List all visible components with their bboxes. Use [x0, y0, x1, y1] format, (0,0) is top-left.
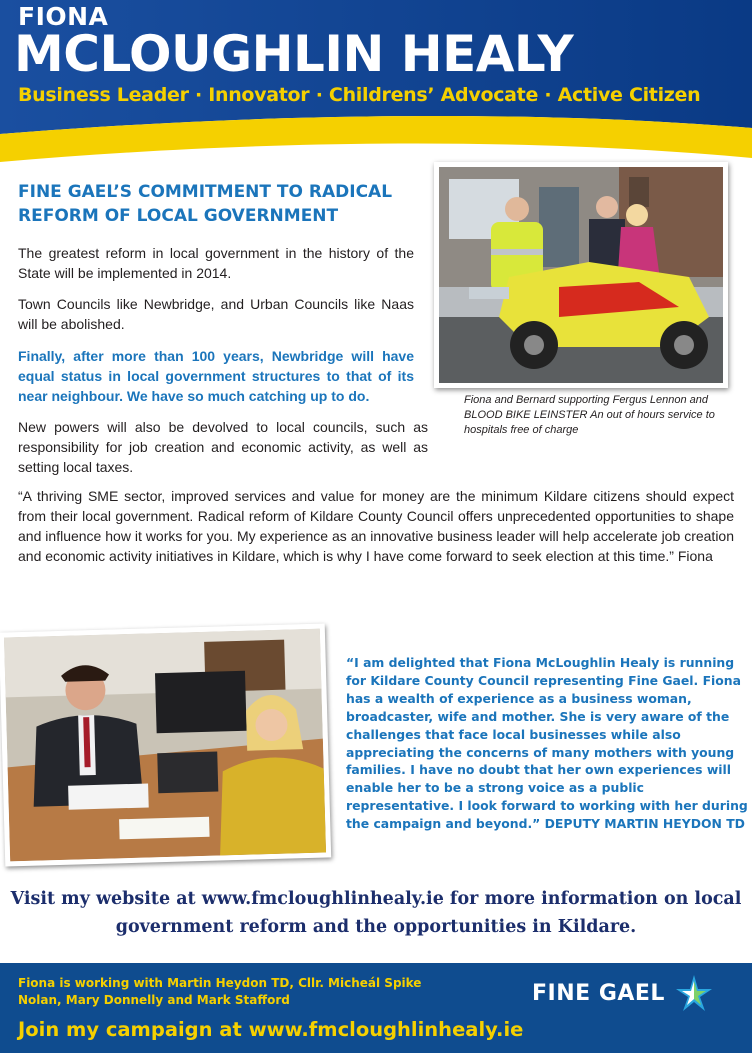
fine-gael-logo	[532, 977, 722, 1017]
photo-blood-bike	[434, 162, 728, 388]
paragraph-fiona-statement: “A thriving SME sector, improved services and value for money are the minimum Kildare citizens should expect from their local government. Radical reform of Kildare County Council offers unprecedented opportunities to shape and influence how it works for you. My experience as an innovative business leader will help accelerate job creation and economic activity initiatives in Kildare, which is why I have come forward to seek election at this time.” Fiona	[18, 488, 734, 564]
first-name: FIONA	[18, 2, 109, 31]
paragraph-abolished: Town Councils like Newbridge, and Urban Councils like Naas will be abolished.	[18, 296, 414, 332]
working-with-text: Fiona is working with Martin Heydon TD, Cllr. Micheál Spike Nolan, Mary Donnelly and Mark Stafford	[18, 976, 422, 1007]
star-icon	[674, 973, 714, 1013]
join-campaign-link[interactable]: Join my campaign at www.fmcloughlinhealy.ie	[18, 1018, 524, 1041]
photo-office-meeting	[0, 623, 331, 866]
visit-website-text: Visit my website at www.fmcloughlinhealy.ie for more information on local government reform and the opportunities in Kildare.	[10, 889, 742, 937]
fine-gael-logo-text: FINE GAEL	[532, 981, 665, 1006]
paragraph-new-powers: New powers will also be devolved to local councils, such as responsibility for job creation and economic activity, as well as setting local taxes.	[18, 419, 428, 475]
heydon-quote: “I am delighted that Fiona McLoughlin Healy is running for Kildare County Council representing Fine Gael. Fiona has a wealth of experience as a business woman, broadcaster, wife and mother. She is very aware of the challenges that face local businesses while also appreciating the concerns of many mothers with young families. I have no doubt that her own experiences will enable her to be a strong voice as a public representative. I look forward to working with her during the campaign and beyond.” DEPUTY MARTIN HEYDON TD	[346, 655, 748, 832]
footer-banner	[0, 963, 752, 1053]
tagline: Business Leader · Innovator · Childrens’ Advocate · Active Citizen	[18, 84, 701, 106]
blood-bike-image	[439, 167, 723, 383]
header-banner	[0, 0, 752, 170]
paragraph-newbridge-status: Finally, after more than 100 years, Newbridge will have equal status in local government structures to that of its near neighbour. We have so much catching up to do.	[18, 348, 414, 404]
photo-caption: Fiona and Bernard supporting Fergus Lennon and BLOOD BIKE LEINSTER An out of hours service to hospitals free of charge	[464, 394, 715, 436]
section-heading: FINE GAEL’S COMMITMENT TO RADICAL REFORM OF LOCAL GOVERNMENT	[18, 182, 393, 226]
paragraph-reform: The greatest reform in local government in the history of the State will be implemented in 2014.	[18, 245, 414, 281]
office-meeting-image	[4, 629, 326, 862]
last-name: MCLOUGHLIN HEALY	[14, 25, 574, 83]
